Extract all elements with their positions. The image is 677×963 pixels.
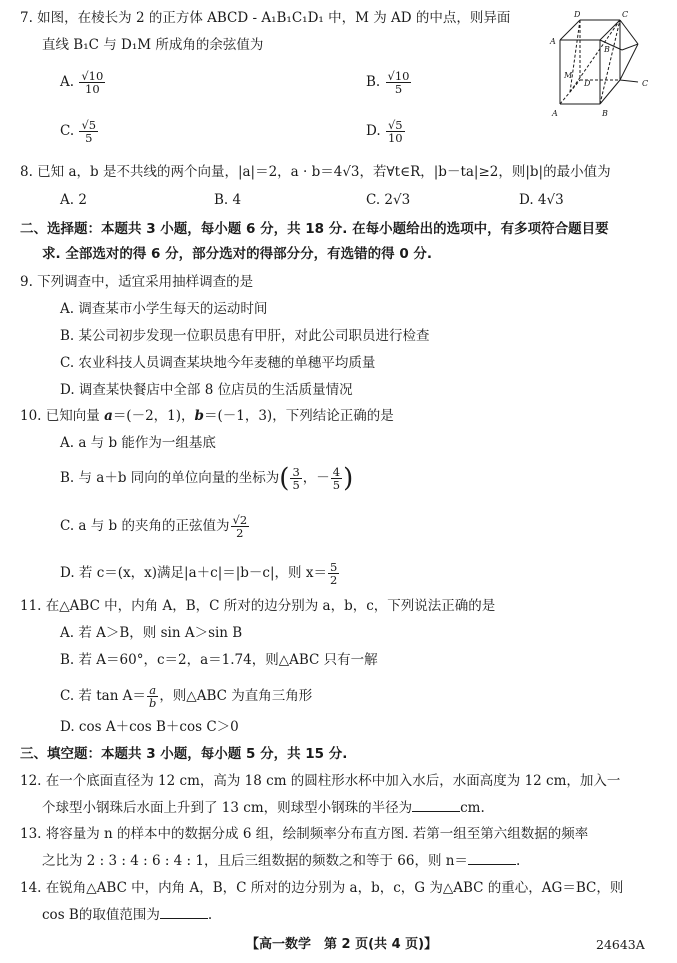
- q12-line1: 12. 在一个底面直径为 12 cm，高为 18 cm 的圆柱形水杯中加入水后，水面高度为 12 cm，加入一: [20, 773, 621, 789]
- q9-option-b: B. 某公司初步发现一位职员患有甲肝，对此公司职员进行检查: [60, 328, 430, 344]
- cube-figure: [542, 8, 660, 120]
- q8-option-c: C. 2√3: [366, 192, 411, 208]
- q11-option-d: D. cos A＋cos B＋cos C＞0: [60, 719, 239, 735]
- q11-option-a: A. 若 A＞B，则 sin A＞sin B: [60, 625, 243, 641]
- q11-stem: 11. 在△ABC 中，内角 A，B，C 所对的边分别为 a，b，c，下列说法正确的是: [20, 598, 496, 614]
- q10-option-d: D. 若 c＝(x，x)满足|a＋c|＝|b－c|，则 x＝ $\frac{5}{2}$: [60, 560, 338, 587]
- figure-label-c1: C: [622, 10, 629, 19]
- figure-label-d1: D: [574, 10, 581, 19]
- q9-option-a: A. 调查某市小学生每天的运动时间: [60, 301, 268, 317]
- q9-stem: 9. 下列调查中，适宜采用抽样调查的是: [20, 274, 254, 290]
- q10-option-c: C. a 与 b 的夹角的正弦值为 $\frac{√2}{2}$: [60, 513, 248, 540]
- q14-answer-blank[interactable]: [160, 906, 208, 919]
- q7-option-a: A. $\frac{√10}{10}$: [60, 69, 104, 96]
- q11-option-c: C. 若 tan A＝ $\frac{a}{b}$ ，则△ABC 为直角三角形: [60, 683, 313, 710]
- q9-option-c: C. 农业科技人员调查某块地今年麦穗的单穗平均质量: [60, 355, 376, 371]
- q7-line2: 直线 B₁C 与 D₁M 所成角的余弦值为: [42, 37, 264, 53]
- q8-option-b: B. 4: [214, 192, 242, 208]
- page-footer-code: 24643A: [596, 937, 645, 952]
- q7-option-b: B. $\frac{√10}{5}$: [366, 69, 410, 96]
- page-footer-title: 【高一数学 第 2 页(共 4 页)】: [246, 937, 438, 952]
- figure-label-a: A: [552, 109, 558, 118]
- q9-option-d: D. 调查某快餐店中全部 8 位店员的生活质量情况: [60, 382, 353, 398]
- q12-line2: 个球型小钢珠后水面上升到了 13 cm，则球型小钢珠的半径为 cm.: [42, 800, 485, 816]
- figure-label-d: D: [584, 79, 591, 88]
- q10-stem: 10. 已知向量 a＝(－2，1)，b＝(－1，3)，下列结论正确的是: [20, 408, 394, 424]
- q8-option-a: A. 2: [60, 192, 87, 208]
- q10-option-a: A. a 与 b 能作为一组基底: [60, 435, 216, 451]
- section-3-heading: 三、填空题：本题共 3 小题，每小题 5 分，共 15 分.: [20, 746, 348, 762]
- q7-option-d: D. $\frac{√5}{10}$: [366, 118, 403, 145]
- section-2-instructions: 求. 全部选对的得 6 分，部分选对的得部分分，有选错的得 0 分.: [42, 246, 433, 262]
- figure-label-c: C: [642, 79, 649, 88]
- q8-option-d: D. 4√3: [519, 192, 564, 208]
- q8-stem: 8. 已知 a，b 是不共线的两个向量，|a|＝2，a · b＝4√3，若∀t∈R，|b－ta|≥2，则|b|的最小值为: [20, 164, 611, 180]
- q14-line1: 14. 在锐角△ABC 中，内角 A，B，C 所对的边分别为 a，b，c，G 为△ABC 的重心，AG＝BC，则: [20, 880, 624, 896]
- q13-answer-blank[interactable]: [468, 852, 516, 865]
- figure-label-m: M: [564, 71, 573, 80]
- q7-line1: 7. 如图，在棱长为 2 的正方体 ABCD - A₁B₁C₁D₁ 中，M 为 AD 的中点，则异面: [20, 10, 511, 26]
- q12-answer-blank[interactable]: [412, 799, 460, 812]
- q13-line2: 之比为 2 : 3 : 4 : 6 : 4 : 1，且后三组数据的频数之和等于 66，则 n＝ .: [42, 853, 521, 869]
- figure-label-a1: A: [550, 37, 556, 46]
- q10-option-b: B. 与 a＋b 同向的单位向量的坐标为( $\frac{3}{5}$ ，－ $\frac{4}{5}$ ): [60, 463, 354, 494]
- q14-line2: cos B的取值范围为 .: [42, 907, 213, 923]
- q7-option-c: C. $\frac{√5}{5}$: [60, 118, 97, 145]
- q11-option-b: B. 若 A＝60°，c＝2，a＝1.74，则△ABC 只有一解: [60, 652, 378, 668]
- q13-line1: 13. 将容量为 n 的样本中的数据分成 6 组，绘制频率分布直方图. 若第一组至第六组数据的频率: [20, 826, 589, 842]
- figure-label-b: B: [602, 109, 608, 118]
- section-2-heading: 二、选择题：本题共 3 小题，每小题 6 分，共 18 分. 在每小题给出的选项中，有多项符合题目要: [20, 221, 609, 237]
- figure-label-b1: B: [604, 45, 610, 54]
